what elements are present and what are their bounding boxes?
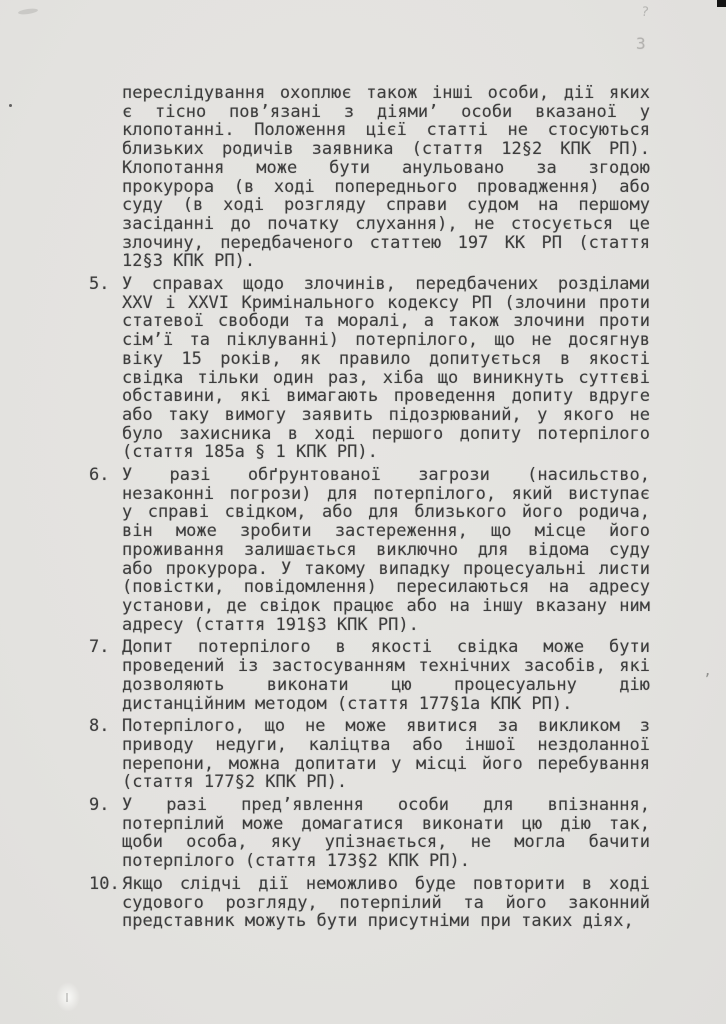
text-line: віку 15 років, як правило допитується в якості	[122, 348, 650, 369]
list-number: 9.	[89, 795, 110, 816]
list-item-7	[89, 637, 650, 714]
page-number: 3	[636, 34, 646, 53]
text-line: щоби особа, яку упізнається, не могла бачити	[122, 832, 650, 853]
scan-dot-left-margin	[9, 104, 12, 107]
text-line: засіданні до початку слухання), не стосується це	[122, 213, 650, 234]
text-line: є тісно пов’язані з діями’ особи вказаної у	[122, 101, 650, 122]
list-item-10	[89, 873, 650, 932]
list-number: 6.	[89, 465, 110, 486]
list-number: 10.	[89, 873, 120, 894]
scan-smudge-bottom-left	[56, 982, 80, 1012]
text-line: обставини, які вимагають проведення допиту вдруге	[122, 386, 650, 407]
text-line: (стаття 177§2 КПК РП).	[122, 772, 348, 793]
scan-smudge-mark: ?	[639, 4, 650, 21]
text-line: свідка тільки один раз, хіба що виникнуть суттєві	[122, 367, 650, 388]
list-item-9	[89, 795, 650, 872]
text-line: проживання залишається виключно для відома суду	[122, 539, 650, 560]
text-line: (стаття 185а § 1 КПК РП).	[122, 442, 378, 463]
list-item-8	[89, 716, 650, 793]
text-line: установи, де свідок працює або на іншу вказану ним	[122, 595, 650, 616]
list-number: 7.	[89, 637, 110, 658]
text-line: статевої свободи та моралі, а також злочини проти	[122, 311, 650, 332]
text-line: У справах щодо злочинів, передбачених розділами	[122, 274, 650, 295]
document-body	[89, 83, 650, 932]
text-line: У разі обґрунтованої загрози (насильство,	[122, 465, 650, 486]
scan-smudge-top-left	[18, 8, 39, 16]
text-line: (повістки, повідомлення) пересилаються на адресу	[122, 577, 650, 598]
text-line: потерпілого (стаття 173§2 КПК РП).	[122, 851, 470, 872]
scan-corner-mark	[717, 0, 726, 7]
text-line: або прокурора. У такому випадку процесуальні листи	[122, 558, 650, 579]
text-line: прокурора (в ході попереднього провадження) або	[122, 176, 650, 197]
list-item-5	[89, 274, 650, 463]
scan-tick-bottom-left	[66, 993, 68, 1002]
list-item-6	[89, 465, 650, 635]
text-line: клопотанні. Положення цієї статті не стосуються	[122, 120, 650, 141]
text-line: Допит потерпілого в якості свідка може бути	[122, 637, 650, 658]
scan-stray-mark: ’	[703, 672, 712, 688]
text-line: Якщо слідчі дії неможливо буде повторити в ході	[122, 873, 650, 894]
list-number: 8.	[89, 716, 110, 737]
text-line: дозволяють виконати цю процесуальну дію	[122, 674, 650, 695]
text-line: або таку вимогу заявить підозрюваний, у якого не	[122, 404, 650, 425]
text-line: незаконні погрози) для потерпілого, який виступає	[122, 483, 650, 504]
text-line: представник можуть бути присутніми при таких діях,	[122, 911, 634, 932]
text-line: 12§3 КПК РП).	[122, 251, 256, 272]
text-line: у справі свідком, або для близького його родича,	[122, 502, 650, 523]
text-line: перепони, можна допитати у місці його перебування	[122, 753, 650, 774]
text-line: Потерпілого, що не може явитися за викликом з	[122, 716, 650, 737]
text-line: проведений із застосуванням технічних засобів, які	[122, 656, 650, 677]
text-line: потерпілий може домагатися виконати цю дію так,	[122, 813, 650, 834]
continuation-paragraph	[122, 84, 650, 271]
text-line: злочину, передбаченого статтею 197 КК РП (стаття	[122, 232, 650, 253]
text-line: дистанційним методом (стаття 177§1а КПК РП).	[122, 693, 573, 714]
text-line: приводу недуги, каліцтва або іншої нездоланної	[122, 734, 650, 755]
text-line: він може зробити застереження, що місце його	[122, 521, 650, 542]
text-line: XXV і XXVI Кримінального кодексу РП (злочини проти	[122, 292, 650, 313]
text-line: сім’ї та піклуванні) потерпілого, що не досягнув	[122, 330, 650, 351]
text-line: близьких родичів заявника (стаття 12§2 КПК РП).	[122, 139, 650, 160]
text-line: суду (в ході розгляду справи судом на першому	[122, 195, 650, 216]
text-line: адресу (стаття 191§3 КПК РП).	[122, 614, 419, 635]
text-line: було захисника в ході першого допиту потерпілого	[122, 423, 650, 444]
list-number: 5.	[89, 274, 110, 295]
text-line: переслідування охоплює також інші особи, дії яких	[122, 83, 650, 103]
text-line: судового розгляду, потерпілий та його законний	[122, 892, 650, 913]
text-line: У разі пред’явлення особи для впізнання,	[122, 795, 650, 816]
text-line: Клопотання може бути анульовано за згодою	[122, 157, 650, 178]
